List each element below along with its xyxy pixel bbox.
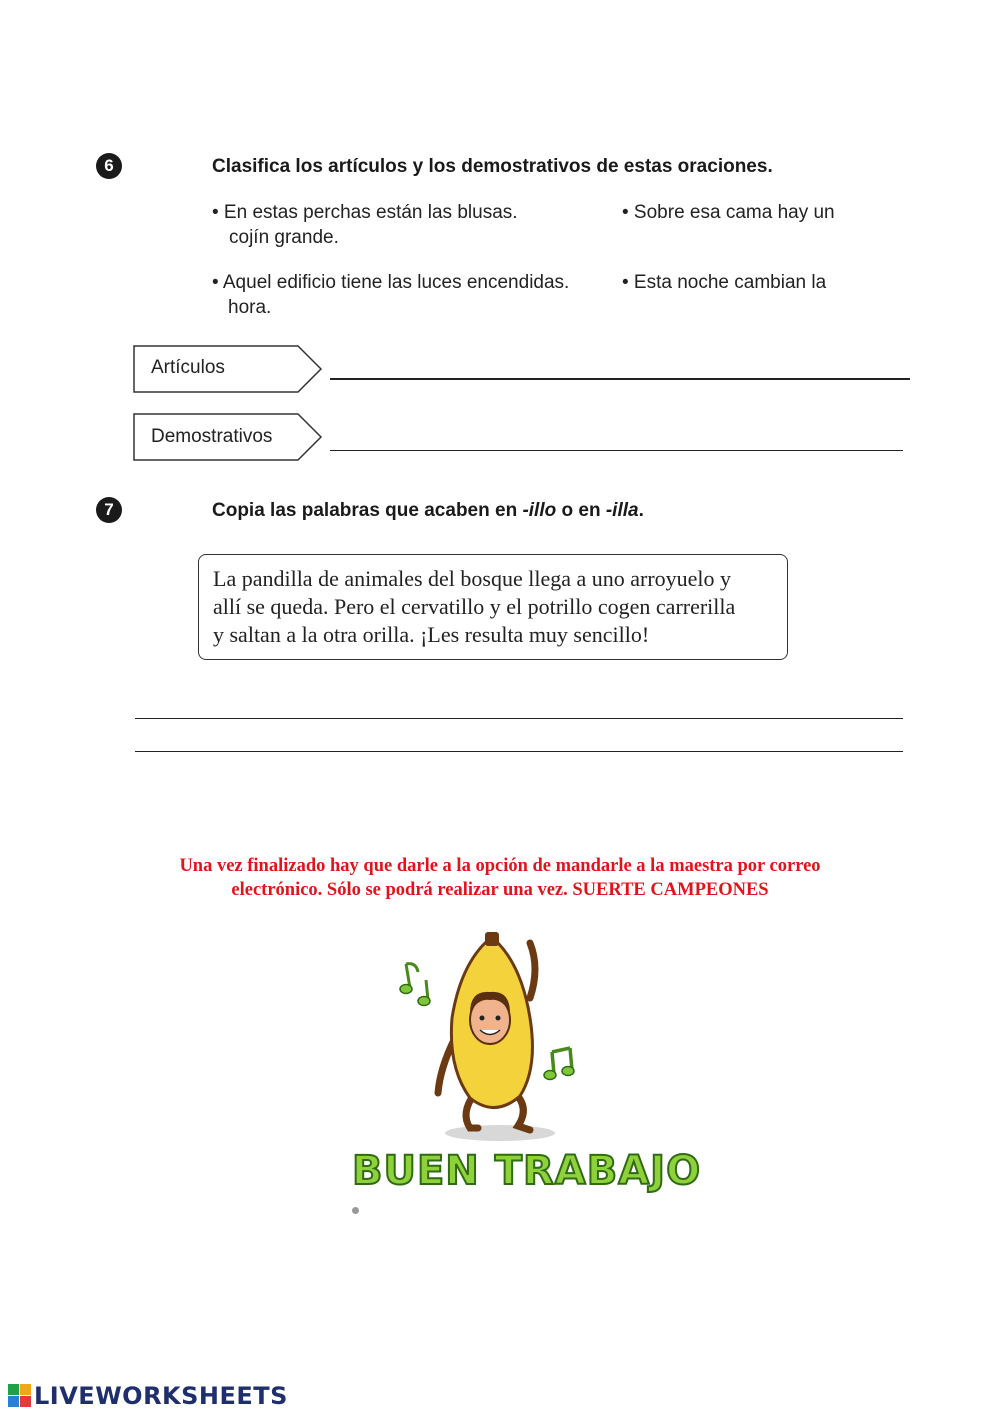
story-box: [198, 554, 788, 660]
demostrativos-answer-line[interactable]: [330, 450, 903, 451]
final-note: [100, 854, 900, 902]
sentence-4: • Esta noche cambian la: [622, 272, 827, 293]
music-note-icon: [540, 1042, 582, 1084]
sentence-2: • Sobre esa cama hay un: [622, 202, 835, 223]
demostrativos-label: Demostrativos: [151, 426, 273, 447]
sentence-3: • Aquel edificio tiene las luces encendidas.: [212, 272, 570, 293]
sentence-2-wrap: cojín grande.: [229, 227, 339, 248]
instruction-text: .: [638, 500, 644, 521]
liveworksheets-logo: [8, 1382, 288, 1410]
sentence-4-wrap: hora.: [228, 297, 272, 318]
answer-line-1[interactable]: [135, 718, 903, 719]
final-note-line: Una vez finalizado hay que darle a la opción de mandarle a la maestra por correo: [179, 856, 821, 876]
story-line: allí se queda. Pero el cervatillo y el potrillo cogen carrerilla: [213, 594, 736, 619]
articulos-label: Artículos: [151, 357, 225, 378]
lws-badge-icon: [8, 1384, 32, 1408]
answer-line-2[interactable]: [135, 751, 903, 752]
exercise-7-instruction: [212, 500, 644, 522]
exercise-6-instruction: Clasifica los artículos y los demostrativos de estas oraciones.: [212, 156, 773, 177]
suffix-illo: -illo: [522, 500, 557, 521]
liveworksheets-wordmark: LIVEWORKSHEETS: [34, 1382, 288, 1410]
sentence-1: • En estas perchas están las blusas.: [212, 202, 518, 223]
instruction-text: o en: [556, 500, 606, 521]
buen-trabajo-caption: BUEN TRABAJO: [352, 1148, 702, 1194]
small-dot: [352, 1207, 359, 1214]
final-note-line: electrónico. Sólo se podrá realizar una vez. SUERTE CAMPEONES: [231, 880, 769, 900]
exercise-number-badge: 7: [96, 497, 122, 523]
exercise-number-badge: 6: [96, 153, 122, 179]
suffix-illa: -illa: [605, 500, 639, 521]
story-line: La pandilla de animales del bosque llega a uno arroyuelo y: [213, 566, 732, 591]
articulos-answer-line[interactable]: [330, 378, 910, 380]
music-note-icon: [396, 958, 436, 1008]
story-line: y saltan a la otra orilla. ¡Les resulta muy sencillo!: [213, 622, 650, 647]
instruction-text: Copia las palabras que acaben en: [212, 500, 523, 521]
